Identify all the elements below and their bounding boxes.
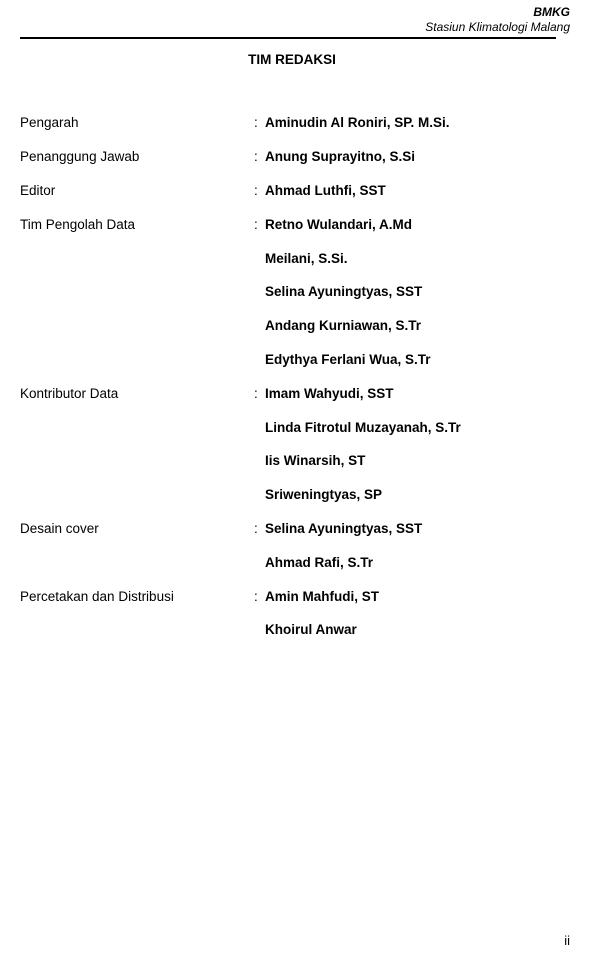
team-row [20, 410, 580, 444]
separator-colon: : [254, 149, 258, 165]
running-header [425, 5, 570, 35]
separator-colon: : [254, 115, 258, 131]
team-row [20, 478, 580, 512]
team-role: Editor [20, 182, 56, 198]
separator-colon: : [254, 520, 258, 536]
team-role: Percetakan dan Distribusi [20, 588, 174, 604]
team-row [20, 241, 580, 275]
team-member-name: Sriweningtyas, SP [265, 487, 383, 503]
team-row [20, 343, 580, 377]
team-member-name: Selina Ayuningtyas, SST [265, 520, 423, 536]
team-member-name: Aminudin Al Roniri, SP. M.Si. [265, 115, 450, 131]
separator-colon: : [254, 385, 258, 401]
team-row [20, 545, 580, 579]
team-row [20, 140, 580, 174]
team-member-name: Imam Wahyudi, SST [265, 385, 394, 401]
page-title: TIM REDAKSI [248, 52, 336, 67]
page-number: ii [564, 933, 570, 948]
editorial-team-list [20, 106, 580, 647]
team-row [20, 512, 580, 546]
team-role: Desain cover [20, 520, 99, 536]
team-row [20, 174, 580, 208]
team-member-name: Retno Wulandari, A.Md [265, 216, 412, 232]
separator-colon: : [254, 216, 258, 232]
team-role: Penanggung Jawab [20, 149, 140, 165]
separator-colon: : [254, 588, 258, 604]
team-member-name: Khoirul Anwar [265, 622, 357, 638]
team-member-name: Iis Winarsih, ST [265, 453, 366, 469]
team-member-name: Anung Suprayitno, S.Si [265, 149, 416, 165]
header-station: Stasiun Klimatologi Malang [425, 20, 570, 34]
team-row [20, 207, 580, 241]
team-role: Tim Pengolah Data [20, 216, 136, 232]
team-row [20, 275, 580, 309]
separator-colon: : [254, 182, 258, 198]
team-row [20, 579, 580, 613]
team-member-name: Andang Kurniawan, S.Tr [265, 318, 422, 334]
team-member-name: Edythya Ferlani Wua, S.Tr [265, 351, 431, 367]
team-role: Pengarah [20, 115, 79, 131]
team-row [20, 309, 580, 343]
team-row [20, 376, 580, 410]
header-org: BMKG [533, 5, 570, 19]
team-member-name: Linda Fitrotul Muzayanah, S.Tr [265, 419, 461, 435]
header-divider [20, 37, 556, 39]
team-member-name: Ahmad Luthfi, SST [265, 182, 386, 198]
team-row [20, 613, 580, 647]
team-role: Kontributor Data [20, 385, 119, 401]
team-member-name: Amin Mahfudi, ST [265, 588, 379, 604]
team-member-name: Meilani, S.Si. [265, 250, 348, 266]
team-row [20, 444, 580, 478]
team-member-name: Ahmad Rafi, S.Tr [265, 554, 374, 570]
team-member-name: Selina Ayuningtyas, SST [265, 284, 423, 300]
team-row [20, 106, 580, 140]
